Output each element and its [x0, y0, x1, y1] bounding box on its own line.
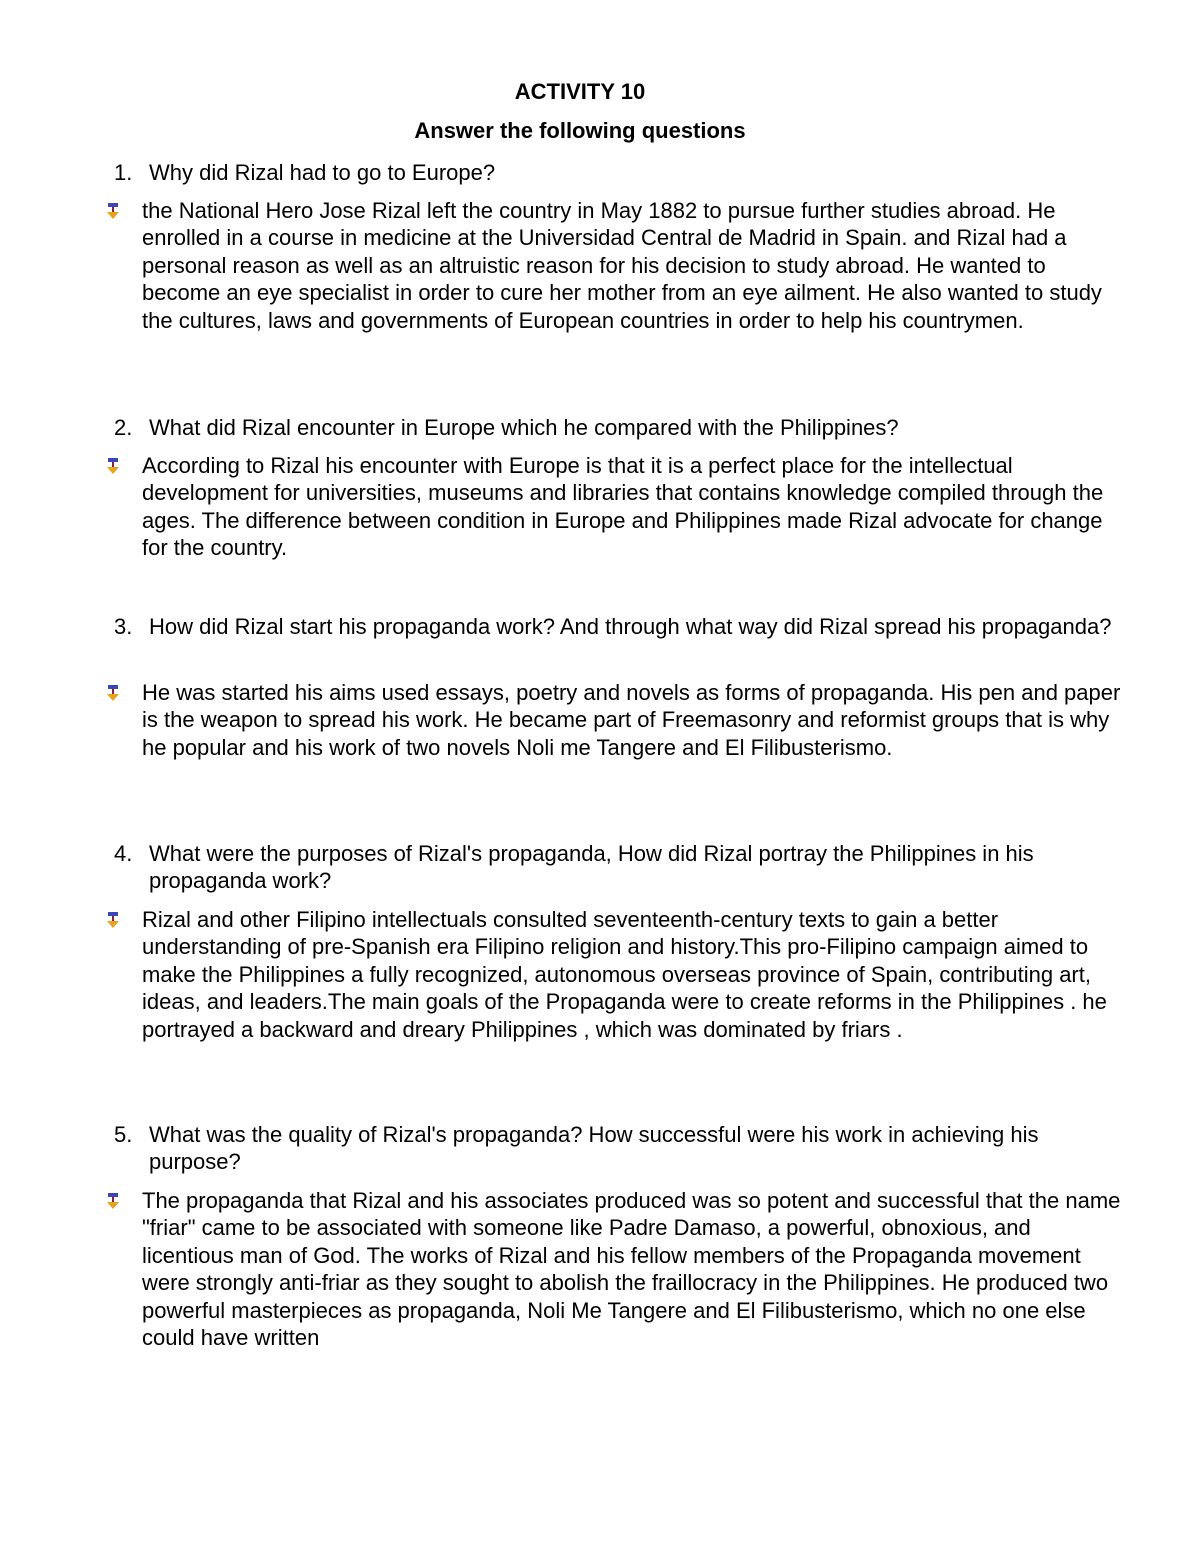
activity-title: ACTIVITY 10 — [514, 79, 646, 104]
answer-text: The propaganda that Rizal and his associates produced was so potent and successful that the name "friar" came to be associated with someone like Padre Damaso, a powerful, obnoxious, and licentious man of God. The works of Rizal and his fellow members of the Propaganda movement were strongly anti-friar as they sought to abolish the fraillocracy in the Philippines. He produced two powerful masterpieces as propaganda, Noli Me Tangere and El Filibusterismo, which no one else could have written — [142, 1188, 1121, 1351]
arrow-bullet-icon — [106, 685, 120, 701]
question-2 — [114, 414, 1114, 441]
answer-1 — [106, 197, 1126, 334]
question-3 — [114, 613, 1114, 640]
arrow-bullet-icon — [106, 1193, 120, 1209]
arrow-bullet-icon — [106, 458, 120, 474]
answer-text: the National Hero Jose Rizal left the country in May 1882 to pursue further studies abroad. He enrolled in a course in medicine at the Universidad Central de Madrid in Spain. and Rizal had a personal reason as well as an altruistic reason for his decision to study abroad. He wanted to become an eye specialist in order to cure her mother from an eye ailment. He also wanted to study the cultures, laws and governments of European countries in order to help his countrymen. — [142, 198, 1102, 333]
question-1 — [114, 159, 1114, 186]
question-number: 4. — [114, 841, 133, 866]
question-number: 3. — [114, 614, 133, 639]
answer-text: Rizal and other Filipino intellectuals consulted seventeenth-century texts to gain a better understanding of pre-Spanish era Filipino religion and history.This pro-Filipino campaign aimed to make the Philippines a fully recognized, autonomous overseas province of Spain, contributing art, ideas, and leaders.The main goals of the Propaganda were to create reforms in the Philippines . he portrayed a backward and dreary Philippines , which was dominated by friars . — [142, 907, 1107, 1042]
answer-5 — [106, 1187, 1126, 1351]
question-4 — [114, 840, 1114, 894]
answer-4 — [106, 906, 1126, 1043]
arrow-bullet-icon — [106, 203, 120, 219]
question-number: 1. — [114, 160, 133, 185]
question-number: 2. — [114, 415, 133, 440]
question-5 — [114, 1121, 1114, 1175]
question-text: What was the quality of Rizal's propaganda? How successful were his work in achieving his purpose? — [149, 1122, 1039, 1174]
answer-2 — [106, 452, 1126, 562]
question-text: How did Rizal start his propaganda work? And through what way did Rizal spread his propaganda? — [149, 614, 1112, 639]
answer-text: He was started his aims used essays, poetry and novels as forms of propaganda. His pen and paper is the weapon to spread his work. He became part of Freemasonry and reformist groups that is why he popular and his work of two novels Noli me Tangere and El Filibusterismo. — [142, 680, 1121, 760]
question-text: Why did Rizal had to go to Europe? — [149, 160, 496, 185]
arrow-bullet-icon — [106, 912, 120, 928]
answer-3 — [106, 679, 1126, 761]
question-text: What were the purposes of Rizal's propaganda, How did Rizal portray the Philippines in his propaganda work? — [149, 841, 1034, 893]
instructions-heading: Answer the following questions — [414, 118, 746, 143]
answer-text: According to Rizal his encounter with Europe is that it is a perfect place for the intellectual development for universities, museums and libraries that contains knowledge compiled through the ages. The difference between condition in Europe and Philippines made Rizal advocate for change for the country. — [142, 453, 1104, 561]
question-text: What did Rizal encounter in Europe which he compared with the Philippines? — [149, 415, 899, 440]
question-number: 5. — [114, 1122, 133, 1147]
